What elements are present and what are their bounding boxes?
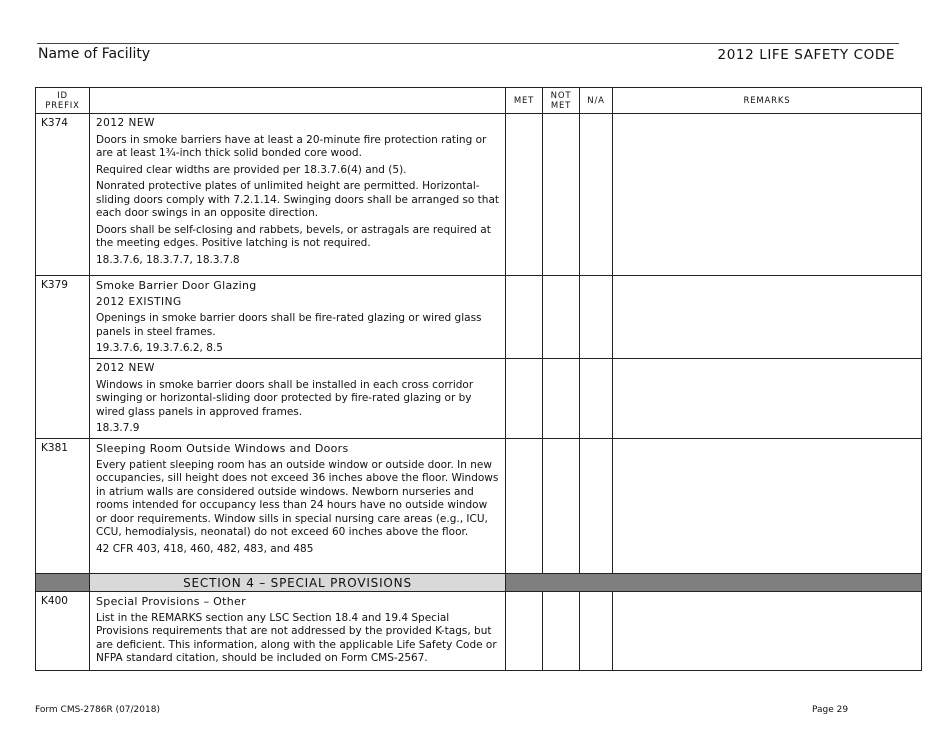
k400-id: K400 — [36, 592, 90, 671]
k379-new-not-met-cell[interactable] — [543, 359, 580, 439]
k379-new-text: Windows in smoke barrier doors shall be installed in each cross corridor swinging or horizontal-sliding door protected by fire-rated glazing or by wired glass panels in approved frames. — [96, 378, 474, 418]
facility-name-label: Name of Facility — [38, 46, 151, 62]
k379-existing-not-met-cell[interactable] — [543, 276, 580, 359]
k374-id: K374 — [36, 114, 90, 276]
k381-na-cell[interactable] — [580, 439, 613, 574]
k381-not-met-cell[interactable] — [543, 439, 580, 574]
k379-new-subhead: 2012 NEW — [96, 362, 155, 374]
section-4-row — [36, 574, 922, 592]
section-4-id-cell — [36, 574, 90, 592]
section-4-shaded-cell — [506, 574, 922, 592]
k400-met-cell[interactable] — [506, 592, 543, 671]
table-row-k379-existing — [36, 276, 922, 359]
k381-met-cell[interactable] — [506, 439, 543, 574]
k374-description — [90, 114, 506, 276]
k379-new-met-cell[interactable] — [506, 359, 543, 439]
k374-remarks-cell[interactable] — [613, 114, 922, 276]
k374-para-1: Doors in smoke barriers have at least a 20-minute fire protection rating or are at least 1¾-inch thick solid bonded core wood. — [96, 133, 487, 159]
k379-id: K379 — [36, 276, 90, 439]
k400-text: List in the REMARKS section any LSC Section 18.4 and 19.4 Special Provisions requirements that are not addressed by the provided K-tags, but are deficient. This information, along with the applicable Life Safety Code or NFPA standard citation, should be included on Form CMS-2567. — [96, 611, 497, 664]
page-header — [37, 43, 899, 66]
k374-reference: 18.3.7.6, 18.3.7.7, 18.3.7.8 — [96, 253, 240, 266]
k400-description — [90, 592, 506, 671]
k379-existing-text: Openings in smoke barrier doors shall be fire-rated glazing or wired glass panels in steel frames. — [96, 312, 482, 338]
k381-remarks-cell[interactable] — [613, 439, 922, 574]
k374-na-cell[interactable] — [580, 114, 613, 276]
na-header: N/A — [580, 88, 613, 114]
id-prefix-header: ID PREFIX — [36, 88, 90, 114]
k379-existing-reference: 19.3.7.6, 19.3.7.6.2, 8.5 — [96, 342, 223, 354]
k379-new-reference: 18.3.7.9 — [96, 422, 140, 434]
k379-existing-remarks-cell[interactable] — [613, 276, 922, 359]
table-row-k400 — [36, 592, 922, 671]
k374-subhead: 2012 NEW — [96, 117, 155, 129]
k381-text: Every patient sleeping room has an outside window or outside door. In new occupancies, sill height does not exceed 36 inches above the floor. Windows in atrium walls are considered outside windows. Newborn nurseries and rooms intended for occupancy less than 24 hours have no outside window or door requirements. Window sills in special nursing care areas (e.g., ICU, CCU, hemodialysis, neonatal) do not exceed 60 inches above the floor. — [96, 458, 499, 538]
k374-met-cell[interactable] — [506, 114, 543, 276]
k381-description — [90, 439, 506, 574]
table-row-k379-new — [36, 359, 922, 439]
code-title: 2012 LIFE SAFETY CODE — [717, 47, 895, 63]
k400-remarks-cell[interactable] — [613, 592, 922, 671]
k379-new-na-cell[interactable] — [580, 359, 613, 439]
k374-para-4: Doors shall be self-closing and rabbets, bevels, or astragals are required at the meeting edges. Positive latching is not required. — [96, 223, 491, 249]
k379-existing-subhead: 2012 EXISTING — [96, 295, 182, 308]
k374-not-met-cell[interactable] — [543, 114, 580, 276]
k374-para-3: Nonrated protective plates of unlimited height are permitted. Horizontal-sliding doors comply with 7.2.1.14. Swinging doors shall be arranged so that each door swings in an opposite direction. — [96, 180, 499, 219]
k379-existing-na-cell[interactable] — [580, 276, 613, 359]
form-number: Form CMS-2786R (07/2018) — [35, 705, 160, 715]
page-number: Page 29 — [812, 705, 849, 715]
k379-title: Smoke Barrier Door Glazing — [96, 279, 257, 292]
k381-title: Sleeping Room Outside Windows and Doors — [96, 442, 349, 455]
not-met-header: NOT MET — [543, 88, 580, 114]
k381-reference: 42 CFR 403, 418, 460, 482, 483, and 485 — [96, 542, 314, 555]
met-header: MET — [506, 88, 543, 114]
k400-na-cell[interactable] — [580, 592, 613, 671]
k381-id: K381 — [36, 439, 90, 574]
k374-para-2: Required clear widths are provided per 18.3.7.6(4) and (5). — [96, 163, 407, 176]
section-4-title: SECTION 4 – SPECIAL PROVISIONS — [90, 574, 506, 592]
k379-existing-description — [90, 276, 506, 359]
table-header-row — [36, 88, 922, 114]
table-row-k381 — [36, 439, 922, 574]
table-row-k374 — [36, 114, 922, 276]
inspection-table — [35, 87, 922, 671]
k400-not-met-cell[interactable] — [543, 592, 580, 671]
k379-new-description — [90, 359, 506, 439]
description-header — [90, 88, 506, 114]
k379-new-remarks-cell[interactable] — [613, 359, 922, 439]
k400-title: Special Provisions – Other — [96, 595, 246, 608]
remarks-header: REMARKS — [613, 88, 922, 114]
k379-existing-met-cell[interactable] — [506, 276, 543, 359]
